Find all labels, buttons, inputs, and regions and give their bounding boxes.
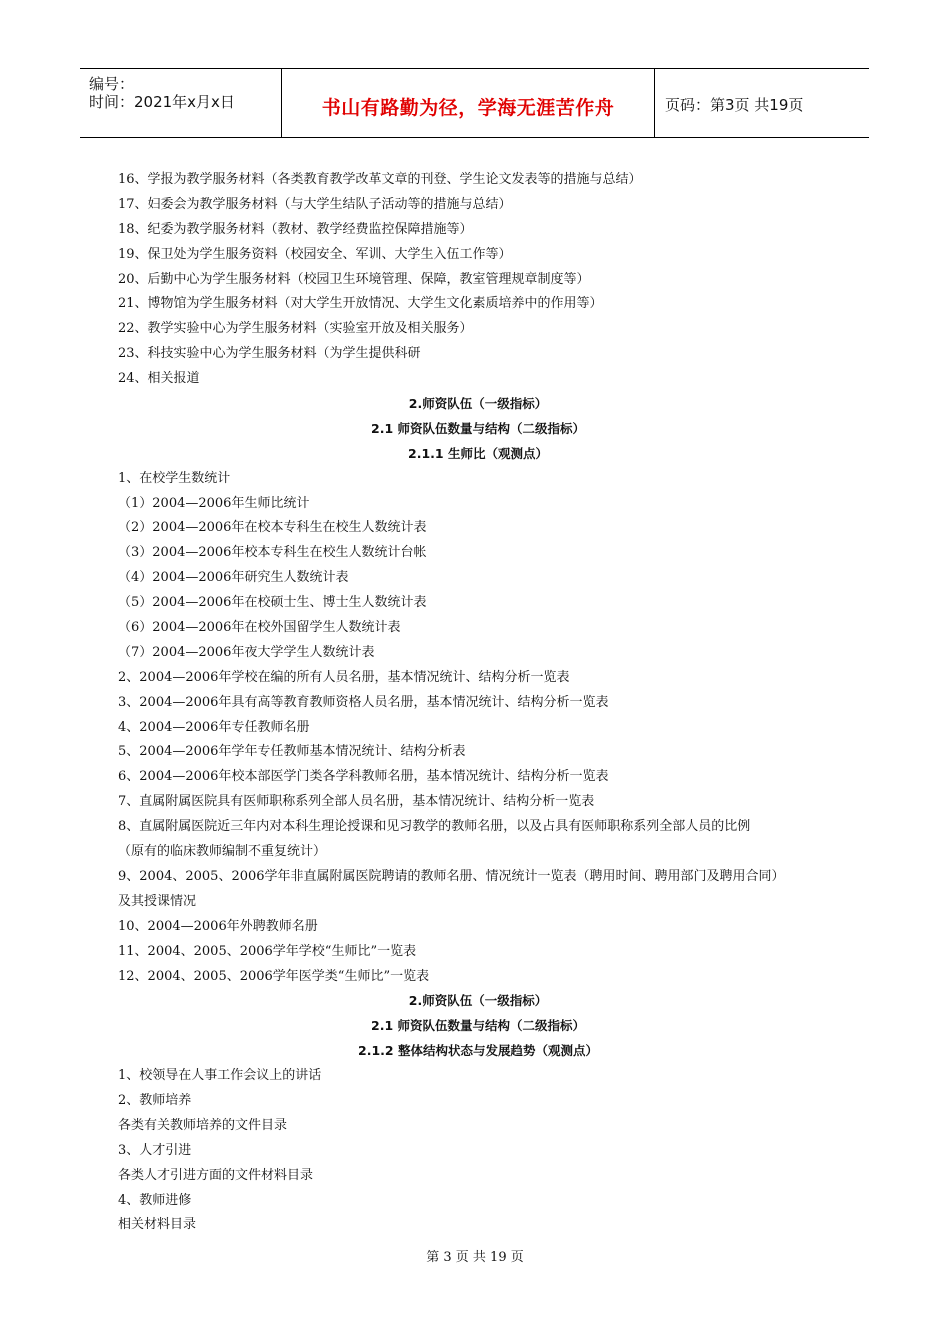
- section-heading: 2.1 师资队伍数量与结构（二级指标）: [371, 420, 585, 436]
- header-motto-cell: [281, 69, 655, 137]
- body-line: 1、在校学生数统计: [118, 470, 231, 486]
- body-line: 9、2004、2005、2006学年非直属附属医院聘请的教师名册、情况统计一览表（聘用时间、聘用部门及聘用合同）: [118, 868, 785, 884]
- body-line: 19、保卫处为学生服务资料（校园安全、军训、大学生入伍工作等）: [118, 246, 512, 262]
- section-heading: 2.1 师资队伍数量与结构（二级指标）: [371, 1018, 585, 1034]
- body-line: 1、校领导在人事工作会议上的讲话: [118, 1068, 322, 1084]
- document-number-label: 编号：: [89, 75, 135, 93]
- body-line: 各类有关教师培养的文件目录: [118, 1117, 288, 1133]
- body-line: 7、直属附属医院具有医师职称系列全部人员名册，基本情况统计、结构分析一览表: [118, 794, 595, 810]
- body-line: 12、2004、2005、2006学年医学类“生师比”一览表: [118, 968, 430, 984]
- body-line: 2、2004—2006年学校在编的所有人员名册，基本情况统计、结构分析一览表: [118, 669, 570, 685]
- body-line: 相关材料目录: [118, 1217, 197, 1233]
- body-line: （2）2004—2006年在校本专科生在校生人数统计表: [118, 520, 427, 536]
- header-meta-cell: [80, 69, 280, 137]
- body-line: （3）2004—2006年校本专科生在校生人数统计台帐: [118, 545, 427, 561]
- page-footer: [0, 1246, 950, 1265]
- section-heading: 2.师资队伍（一级指标）: [408, 396, 548, 412]
- section-heading: 2.师资队伍（一级指标）: [408, 993, 548, 1009]
- body-line: 16、学报为教学服务材料（各类教育教学改革文章的刊登、学生论文发表等的措施与总结）: [118, 172, 642, 187]
- body-line: （5）2004—2006年在校硕士生、博士生人数统计表: [118, 595, 427, 611]
- page-header: [80, 68, 869, 138]
- body-line: 11、2004、2005、2006学年学校“生师比”一览表: [118, 943, 417, 959]
- body-line: 5、2004—2006年学年专任教师基本情况统计、结构分析表: [118, 744, 466, 760]
- body-line: 24、相关报道: [118, 371, 200, 387]
- body-line: （1）2004—2006年生师比统计: [118, 495, 310, 511]
- body-line: （原有的临床教师编制不重复统计）: [118, 844, 327, 860]
- body-line: 23、科技实验中心为学生服务材料（为学生提供科研: [118, 346, 421, 362]
- body-line: 及其授课情况: [118, 893, 197, 909]
- body-line: 4、2004—2006年专任教师名册: [118, 719, 310, 735]
- body-line: 22、教学实验中心为学生服务材料（实验室开放及相关服务）: [118, 321, 473, 337]
- document-body: [118, 168, 838, 1238]
- document-date-label: 时间：2021年x月x日: [89, 93, 235, 111]
- body-line: 21、博物馆为学生服务材料（对大学生开放情况、大学生文化素质培养中的作用等）: [118, 296, 603, 312]
- header-page-cell: [655, 69, 869, 137]
- body-line: 8、直属附属医院近三年内对本科生理论授课和见习教学的教师名册，以及占具有医师职称系列全部人员的比例: [118, 819, 751, 835]
- body-line: 18、纪委为教学服务材料（教材、教学经费监控保障措施等）: [118, 221, 473, 237]
- body-line: 各类人才引进方面的文件材料目录: [118, 1167, 314, 1183]
- body-line: 20、后勤中心为学生服务材料（校园卫生环境管理、保障，教室管理规章制度等）: [118, 271, 590, 287]
- body-line: 3、2004—2006年具有高等教育教师资格人员名册，基本情况统计、结构分析一览表: [118, 694, 609, 710]
- body-line: 3、人才引进: [118, 1142, 192, 1158]
- body-line: 2、教师培养: [118, 1092, 192, 1108]
- body-line: 10、2004—2006年外聘教师名册: [118, 918, 318, 934]
- body-line: 6、2004—2006年校本部医学门类各学科教师名册，基本情况统计、结构分析一览表: [118, 769, 609, 785]
- body-line: （6）2004—2006年在校外国留学生人数统计表: [118, 620, 401, 636]
- header-motto: 书山有路勤为径，学海无涯苦作舟: [321, 97, 615, 119]
- body-line: （7）2004—2006年夜大学学生人数统计表: [118, 644, 375, 660]
- footer-page-number: 第 3 页 共 19 页: [426, 1250, 524, 1265]
- body-line: 17、妇委会为教学服务材料（与大学生结队子活动等的措施与总结）: [118, 196, 512, 212]
- section-heading: 2.1.2 整体结构状态与发展趋势（观测点）: [358, 1043, 598, 1059]
- section-heading: 2.1.1 生师比（观测点）: [408, 445, 548, 461]
- body-line: （4）2004—2006年研究生人数统计表: [118, 570, 349, 586]
- body-line: 4、教师进修: [118, 1192, 192, 1208]
- header-page-info: 页码：第3页 共19页: [665, 96, 804, 114]
